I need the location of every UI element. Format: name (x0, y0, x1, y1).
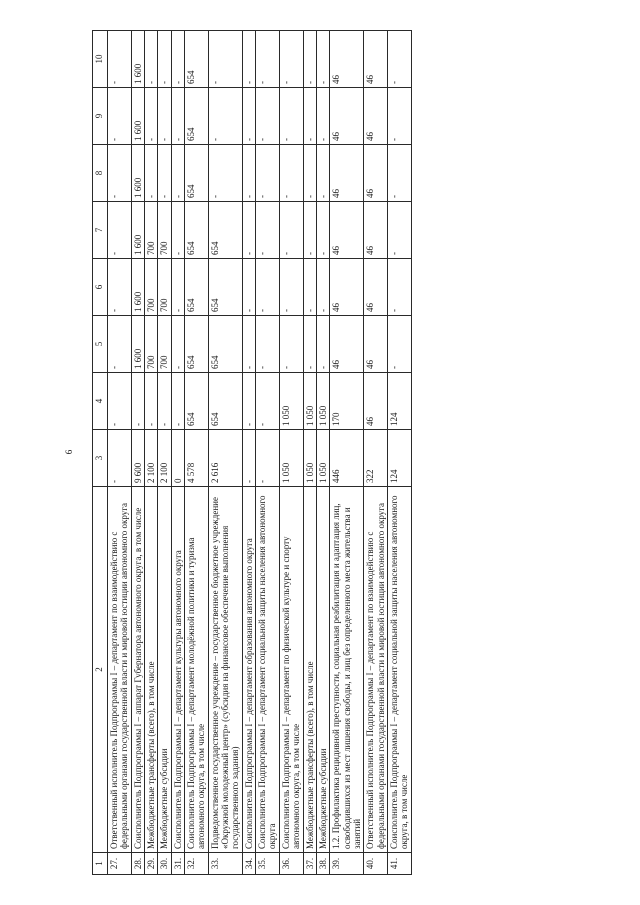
cell-value: 1 600 (131, 88, 144, 145)
cell-value: - (303, 88, 316, 145)
cell-value: 700 (145, 259, 158, 316)
cell-value: 170 (330, 373, 364, 430)
cell-value: - (303, 145, 316, 202)
cell-value: 1 600 (131, 259, 144, 316)
cell-value: 46 (364, 88, 388, 145)
cell-value: - (242, 430, 255, 487)
table-row (208, 31, 242, 875)
cell-value: - (208, 31, 242, 88)
cell-value: - (303, 202, 316, 259)
cell-value: 2 100 (158, 430, 171, 487)
row-number: 27. (108, 853, 132, 875)
row-name: Межбюджетные субсидии (316, 487, 329, 853)
cell-value: 1 600 (131, 31, 144, 88)
page-number: 6 (64, 449, 74, 455)
table-row (131, 31, 144, 875)
cell-value: - (145, 145, 158, 202)
cell-value: 700 (145, 202, 158, 259)
row-number: 37. (303, 853, 316, 875)
row-number: 29. (145, 853, 158, 875)
cell-value: - (279, 202, 303, 259)
row-number: 33. (208, 853, 242, 875)
cell-value: - (242, 145, 255, 202)
cell-value: - (131, 373, 144, 430)
cell-value: - (303, 31, 316, 88)
cell-value: 654 (185, 202, 209, 259)
cell-value: - (303, 259, 316, 316)
cell-value: 124 (387, 373, 411, 430)
cell-value: - (303, 316, 316, 373)
row-number: 36. (279, 853, 303, 875)
cell-value: 322 (364, 430, 388, 487)
row-name: Межбюджетные трансферты (всего), в том числе (145, 487, 158, 853)
table-row (108, 31, 132, 875)
column-header: 1 (93, 853, 108, 875)
cell-value: - (279, 145, 303, 202)
cell-value: 654 (185, 259, 209, 316)
cell-value: 654 (185, 373, 209, 430)
table-row (387, 31, 411, 875)
row-name: Межбюджетные трансферты (всего), в том числе (303, 487, 316, 853)
cell-value: - (387, 145, 411, 202)
cell-value: - (171, 373, 184, 430)
table-row (158, 31, 171, 875)
cell-value: - (256, 202, 280, 259)
column-header: 4 (93, 373, 108, 430)
table-row (279, 31, 303, 875)
cell-value: 4 578 (185, 430, 209, 487)
column-header: 3 (93, 430, 108, 487)
cell-value: - (279, 316, 303, 373)
table-row (364, 31, 388, 875)
cell-value: - (242, 373, 255, 430)
cell-value: 654 (185, 145, 209, 202)
cell-value: 9 600 (131, 430, 144, 487)
row-number: 32. (185, 853, 209, 875)
cell-value: - (256, 316, 280, 373)
cell-value: - (256, 259, 280, 316)
row-name: 1.2. Профилактика рецидивной преступности, социальная реабилитация и адаптация лиц, освободившихся из мест лишения свободы, и лиц без определенного места жительства и занятий (330, 487, 364, 853)
cell-value: - (316, 202, 329, 259)
cell-value: - (171, 259, 184, 316)
cell-value: 654 (208, 316, 242, 373)
row-name: Соисполнитель Подпрограммы I – департамент социальной защиты населения автономного округа (256, 487, 280, 853)
row-number: 41. (387, 853, 411, 875)
cell-value: 46 (364, 31, 388, 88)
cell-value: - (242, 316, 255, 373)
cell-value: 1 050 (279, 430, 303, 487)
cell-value: 46 (330, 145, 364, 202)
row-name: Подведомственное государственное учреждение – государственное бюджетное учреждение «Окружной молодежный центр» (субсидия на финансовое обеспечение выполнения государственного задания) (208, 487, 242, 853)
budget-table (92, 30, 412, 875)
cell-value: 1 050 (279, 373, 303, 430)
cell-value: 654 (185, 88, 209, 145)
cell-value: 46 (330, 259, 364, 316)
cell-value: 46 (330, 316, 364, 373)
cell-value: - (171, 145, 184, 202)
row-name: Соисполнитель Подпрограммы I – департамент социальной защиты населения автономного округа, в том числе (387, 487, 411, 853)
cell-value: - (108, 145, 132, 202)
cell-value: 700 (158, 316, 171, 373)
cell-value: - (387, 31, 411, 88)
cell-value: - (108, 202, 132, 259)
cell-value: 2 616 (208, 430, 242, 487)
cell-value: - (158, 31, 171, 88)
column-header: 2 (93, 487, 108, 853)
cell-value: 46 (364, 145, 388, 202)
cell-value: 1 050 (316, 373, 329, 430)
row-number: 28. (131, 853, 144, 875)
cell-value: 654 (185, 31, 209, 88)
cell-value: 700 (158, 259, 171, 316)
cell-value: - (256, 31, 280, 88)
row-name: Ответственный исполнитель Подпрограммы I – департамент по взаимодействию с федеральными органами государственной власти и мировой юстиции автономного округа (108, 487, 132, 853)
cell-value: - (108, 31, 132, 88)
cell-value: - (242, 202, 255, 259)
column-header: 6 (93, 259, 108, 316)
cell-value: - (171, 316, 184, 373)
row-number: 35. (256, 853, 280, 875)
rotated-table-wrapper (92, 30, 637, 875)
cell-value: 700 (158, 202, 171, 259)
cell-value: 46 (364, 259, 388, 316)
cell-value: - (108, 259, 132, 316)
column-header: 5 (93, 316, 108, 373)
cell-value: - (171, 88, 184, 145)
cell-value: - (158, 373, 171, 430)
cell-value: - (387, 202, 411, 259)
table-row (256, 31, 280, 875)
table-row (303, 31, 316, 875)
cell-value: - (145, 373, 158, 430)
cell-value: - (158, 145, 171, 202)
cell-value: 1 050 (303, 373, 316, 430)
row-name: Соисполнитель Подпрограммы I – департамент образования автономного округа (242, 487, 255, 853)
cell-value: - (316, 259, 329, 316)
cell-value: - (387, 259, 411, 316)
cell-value: - (256, 430, 280, 487)
cell-value: - (279, 31, 303, 88)
row-number: 30. (158, 853, 171, 875)
table-row (242, 31, 255, 875)
cell-value: - (208, 88, 242, 145)
cell-value: - (316, 316, 329, 373)
cell-value: 46 (330, 88, 364, 145)
cell-value: - (242, 88, 255, 145)
column-header: 9 (93, 88, 108, 145)
cell-value: 46 (330, 31, 364, 88)
row-number: 39. (330, 853, 364, 875)
cell-value: 46 (364, 316, 388, 373)
cell-value: 446 (330, 430, 364, 487)
cell-value: - (208, 145, 242, 202)
table-row (316, 31, 329, 875)
row-name: Межбюджетные субсидии (158, 487, 171, 853)
cell-value: 1 600 (131, 145, 144, 202)
row-name: Ответственный исполнитель Подпрограммы I – департамент по взаимодействию с федеральными органами государственной власти и мировой юстиции автономного округа (364, 487, 388, 853)
cell-value: 2 100 (145, 430, 158, 487)
row-number: 40. (364, 853, 388, 875)
cell-value: - (108, 88, 132, 145)
cell-value: - (158, 88, 171, 145)
cell-value: - (387, 316, 411, 373)
cell-value: - (256, 88, 280, 145)
row-number: 34. (242, 853, 255, 875)
cell-value: 700 (145, 316, 158, 373)
cell-value: 0 (171, 430, 184, 487)
column-header: 10 (93, 31, 108, 88)
cell-value: - (256, 373, 280, 430)
cell-value: 654 (185, 316, 209, 373)
cell-value: - (242, 31, 255, 88)
cell-value: 654 (208, 202, 242, 259)
cell-value: - (279, 88, 303, 145)
cell-value: 1 050 (303, 430, 316, 487)
cell-value: - (108, 316, 132, 373)
cell-value: - (171, 31, 184, 88)
cell-value: 46 (364, 373, 388, 430)
table-row (171, 31, 184, 875)
cell-value: - (171, 202, 184, 259)
cell-value: - (316, 88, 329, 145)
row-name: Соисполнитель Подпрограммы I – департамент культуры автономного округа (171, 487, 184, 853)
cell-value: - (256, 145, 280, 202)
cell-value: 654 (208, 373, 242, 430)
column-header: 7 (93, 202, 108, 259)
cell-value: - (316, 31, 329, 88)
cell-value: - (108, 430, 132, 487)
row-name: Соисполнитель Подпрограммы I – департамент по физической культуре и спорту автономного округа, в том числе (279, 487, 303, 853)
cell-value: - (242, 259, 255, 316)
cell-value: - (279, 259, 303, 316)
cell-value: 1 600 (131, 202, 144, 259)
row-number: 31. (171, 853, 184, 875)
row-name: Соисполнитель Подпрограммы I – аппарат Губернатора автономного округа, в том числе (131, 487, 144, 853)
cell-value: 46 (330, 202, 364, 259)
cell-value: - (316, 145, 329, 202)
cell-value: 1 050 (316, 430, 329, 487)
header-row (93, 31, 108, 875)
column-header: 8 (93, 145, 108, 202)
cell-value: - (145, 88, 158, 145)
row-number: 38. (316, 853, 329, 875)
table-row (145, 31, 158, 875)
cell-value: - (387, 88, 411, 145)
cell-value: - (108, 373, 132, 430)
cell-value: 654 (208, 259, 242, 316)
cell-value: - (145, 31, 158, 88)
cell-value: 124 (387, 430, 411, 487)
row-name: Соисполнитель Подпрограммы I – департамент молодёжной политики и туризма автономного округа, в том числе (185, 487, 209, 853)
cell-value: 1 600 (131, 316, 144, 373)
rotated-table-frame (92, 30, 637, 875)
table-row (330, 31, 364, 875)
cell-value: 46 (364, 202, 388, 259)
table-row (185, 31, 209, 875)
